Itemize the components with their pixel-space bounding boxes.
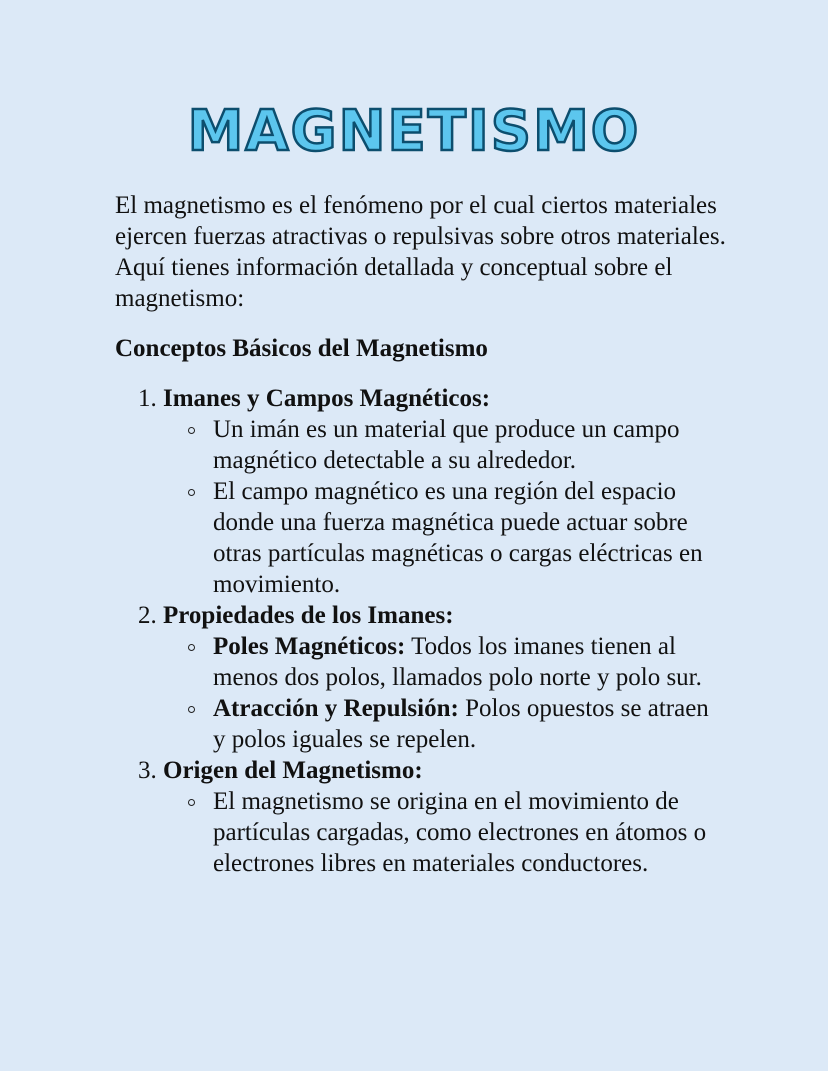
sub-list xyxy=(163,786,715,879)
item-number: 3. xyxy=(138,757,157,784)
item-title: Propiedades de los Imanes: xyxy=(163,602,454,629)
sub-item-bold-label: Poles Magnéticos: xyxy=(213,633,406,660)
circle-bullet-icon xyxy=(188,799,195,806)
sub-item-text: Polos opuestos se atraen y polos iguales se repelen. xyxy=(213,695,709,753)
section-heading: Conceptos Básicos del Magnetismo xyxy=(115,335,488,362)
sub-item-bold-label: Atracción y Repulsión: xyxy=(213,695,459,722)
sub-list-item xyxy=(213,476,715,600)
item-title: Origen del Magnetismo: xyxy=(163,757,423,784)
list-item xyxy=(115,383,715,600)
circle-bullet-icon xyxy=(188,644,195,651)
concepts-list xyxy=(115,383,715,879)
item-number: 1. xyxy=(138,385,157,412)
sub-list-item xyxy=(213,414,715,476)
item-title: Imanes y Campos Magnéticos: xyxy=(163,385,491,412)
sub-list-item xyxy=(213,786,715,879)
sub-item-text: El campo magnético es una región del espacio donde una fuerza magnética puede actuar sobre otras partículas magnéticas o cargas eléctricas en movimiento. xyxy=(213,478,703,598)
sub-list xyxy=(163,414,715,600)
list-item xyxy=(115,600,715,755)
sub-item-text: Un imán es un material que produce un campo magnético detectable a su alrededor. xyxy=(213,416,680,474)
list-item xyxy=(115,755,715,879)
circle-bullet-icon xyxy=(188,489,195,496)
sub-list xyxy=(163,631,715,755)
sub-list-item xyxy=(213,693,715,755)
circle-bullet-icon xyxy=(188,706,195,713)
sub-item-text: Todos los imanes tienen al menos dos polos, llamados polo norte y polo sur. xyxy=(213,633,702,691)
circle-bullet-icon xyxy=(188,427,195,434)
sub-item-text: El magnetismo se origina en el movimiento de partículas cargadas, como electrones en átomos o electrones libres en materiales conductores. xyxy=(213,788,707,877)
intro-paragraph: El magnetismo es el fenómeno por el cual ciertos materiales ejercen fuerzas atractivas o repulsivas sobre otros materiales. Aquí tienes información detallada y conceptual sobre el magnetismo: xyxy=(115,192,726,312)
page-title: MAGNETISMO xyxy=(187,99,641,164)
item-number: 2. xyxy=(138,602,157,629)
sub-list-item xyxy=(213,631,715,693)
